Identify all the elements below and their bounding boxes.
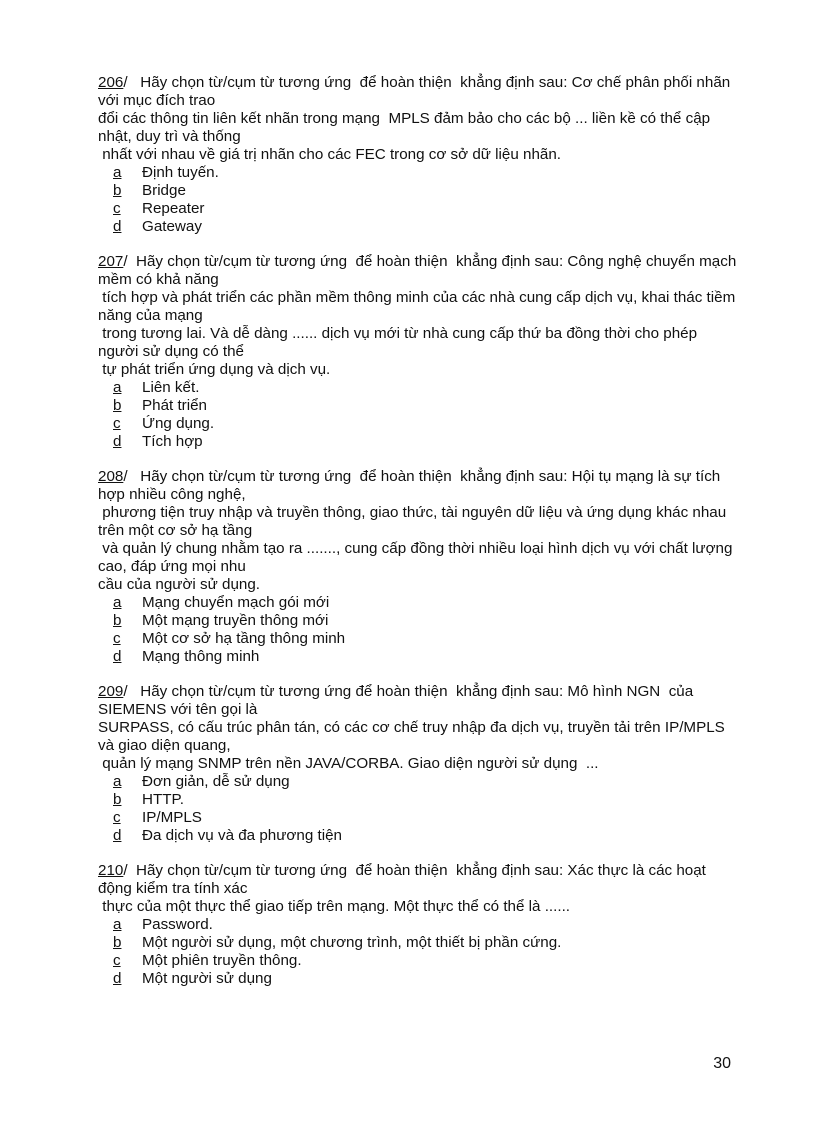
answer-option bbox=[98, 970, 738, 988]
option-letter: d bbox=[113, 433, 122, 450]
answer-options bbox=[98, 773, 738, 845]
question-stem bbox=[98, 74, 738, 164]
option-text: Đơn giản, dễ sử dụng bbox=[142, 773, 290, 790]
question-stem bbox=[98, 253, 741, 379]
option-letter: b bbox=[113, 182, 122, 199]
option-text: Liên kết. bbox=[142, 379, 200, 396]
answer-option bbox=[98, 648, 738, 666]
question-stem-line: thực của một thực thể giao tiếp trên mạng. Một thực thể có thể là ...... bbox=[98, 898, 571, 915]
question-number: 208 bbox=[98, 468, 124, 485]
option-letter: b bbox=[113, 934, 122, 951]
option-letter: d bbox=[113, 648, 122, 665]
question-text: / Hãy chọn từ/cụm từ tương ứng để hoàn thiện khẳng định sau: Công nghệ chuyển mạch mềm có khả năng bbox=[98, 253, 741, 288]
option-letter: d bbox=[113, 827, 122, 844]
answer-options bbox=[98, 379, 738, 451]
answer-options bbox=[98, 594, 738, 666]
answer-option bbox=[98, 630, 738, 648]
option-letter: c bbox=[113, 809, 121, 826]
answer-option bbox=[98, 397, 738, 415]
option-letter: d bbox=[113, 970, 122, 987]
option-letter: c bbox=[113, 952, 121, 969]
option-text: Repeater bbox=[142, 200, 205, 217]
option-text: Phát triển bbox=[142, 397, 208, 414]
answer-option bbox=[98, 773, 738, 791]
option-text: Định tuyến. bbox=[142, 164, 219, 181]
option-text: Một mạng truyền thông mới bbox=[142, 612, 329, 629]
answer-option bbox=[98, 218, 738, 236]
answer-option bbox=[98, 164, 738, 182]
answer-option bbox=[98, 379, 738, 397]
answer-option bbox=[98, 433, 738, 451]
option-letter: b bbox=[113, 612, 122, 629]
question-stem-line: nhất với nhau về giá trị nhãn cho các FEC trong cơ sở dữ liệu nhãn. bbox=[98, 146, 562, 163]
question-number: 209 bbox=[98, 683, 124, 700]
question-block bbox=[98, 253, 741, 451]
question-block bbox=[98, 862, 738, 988]
question-text: / Hãy chọn từ/cụm từ tương ứng để hoàn thiện khẳng định sau: Hội tụ mạng là sự tích hợp nhiều công nghệ, bbox=[98, 468, 725, 503]
option-text: Một cơ sở hạ tầng thông minh bbox=[142, 630, 346, 647]
question-stem-line bbox=[98, 74, 738, 110]
question-block bbox=[98, 683, 738, 845]
option-letter: a bbox=[113, 164, 122, 181]
question-list bbox=[98, 74, 741, 1005]
option-text: Bridge bbox=[142, 182, 186, 199]
question-stem bbox=[98, 468, 738, 594]
question-stem-line: đổi các thông tin liên kết nhãn trong mạng MPLS đảm bảo cho các bộ ... liền kề có thể cập nhật, duy trì và thống bbox=[98, 110, 715, 145]
question-stem-line: quản lý mạng SNMP trên nền JAVA/CORBA. Giao diện người sử dụng ... bbox=[98, 755, 599, 772]
question-text: / Hãy chọn từ/cụm từ tương ứng để hoàn thiện khẳng định sau: Mô hình NGN của SIEMENS với tên gọi là bbox=[98, 683, 698, 718]
option-letter: a bbox=[113, 379, 122, 396]
option-text: Ứng dụng. bbox=[142, 415, 215, 432]
question-stem-line: phương tiện truy nhập và truyền thông, giao thức, tài nguyên dữ liệu và ứng dụng khác nhau trên một cơ sở hạ tầng bbox=[98, 504, 731, 539]
answer-option bbox=[98, 952, 738, 970]
page-number: 30 bbox=[713, 1055, 731, 1072]
answer-option bbox=[98, 809, 738, 827]
option-text: Mạng chuyển mạch gói mới bbox=[142, 594, 330, 611]
option-letter: a bbox=[113, 594, 122, 611]
question-block bbox=[98, 468, 738, 666]
option-text: Tích hợp bbox=[142, 433, 203, 450]
option-letter: c bbox=[113, 415, 121, 432]
answer-options bbox=[98, 164, 738, 236]
question-stem-line: và quản lý chung nhằm tạo ra ......., cung cấp đồng thời nhiều loại hình dịch vụ với chất lượng cao, đáp ứng mọi nhu bbox=[98, 540, 737, 575]
option-text: IP/MPLS bbox=[142, 809, 202, 826]
answer-option bbox=[98, 916, 738, 934]
option-letter: b bbox=[113, 397, 122, 414]
question-stem-line: SURPASS, có cấu trúc phân tán, có các cơ chế truy nhập đa dịch vụ, truyền tải trên IP/MPLS và giao diện quang, bbox=[98, 719, 730, 754]
option-letter: a bbox=[113, 773, 122, 790]
question-block bbox=[98, 74, 738, 236]
answer-option bbox=[98, 415, 738, 433]
question-number: 206 bbox=[98, 74, 124, 91]
answer-options bbox=[98, 916, 738, 988]
option-letter: d bbox=[113, 218, 122, 235]
option-text: Mạng thông minh bbox=[142, 648, 260, 665]
answer-option bbox=[98, 934, 738, 952]
option-text: Password. bbox=[142, 916, 213, 933]
option-text: HTTP. bbox=[142, 791, 184, 808]
question-stem-line bbox=[98, 468, 738, 504]
option-letter: b bbox=[113, 791, 122, 808]
answer-option bbox=[98, 612, 738, 630]
option-text: Một người sử dụng bbox=[142, 970, 272, 987]
question-text: / Hãy chọn từ/cụm từ tương ứng để hoàn thiện khẳng định sau: Xác thực là các hoạt động kiểm tra tính xác bbox=[98, 862, 711, 897]
answer-option bbox=[98, 791, 738, 809]
question-stem-line bbox=[98, 683, 738, 719]
option-letter: c bbox=[113, 200, 121, 217]
question-number: 210 bbox=[98, 862, 124, 879]
option-text: Đa dịch vụ và đa phương tiện bbox=[142, 827, 342, 844]
question-stem bbox=[98, 683, 738, 773]
question-stem-line: tích hợp và phát triển các phần mềm thông minh của các nhà cung cấp dịch vụ, khai thác tiềm năng của mạng bbox=[98, 289, 740, 324]
question-stem-line bbox=[98, 862, 738, 898]
question-stem-line: trong tương lai. Và dễ dàng ...... dịch vụ mới từ nhà cung cấp thứ ba đồng thời cho phép người sử dụng có thể bbox=[98, 325, 702, 360]
option-text: Một phiên truyền thông. bbox=[142, 952, 302, 969]
answer-option bbox=[98, 200, 738, 218]
option-text: Gateway bbox=[142, 218, 202, 235]
answer-option bbox=[98, 827, 738, 845]
answer-option bbox=[98, 594, 738, 612]
question-stem-line: cầu của người sử dụng. bbox=[98, 576, 261, 593]
option-text: Một người sử dụng, một chương trình, một thiết bị phần cứng. bbox=[142, 934, 562, 951]
question-stem bbox=[98, 862, 738, 916]
option-letter: a bbox=[113, 916, 122, 933]
option-letter: c bbox=[113, 630, 121, 647]
question-stem-line bbox=[98, 253, 741, 289]
answer-option bbox=[98, 182, 738, 200]
question-stem-line: tự phát triển ứng dụng và dịch vụ. bbox=[98, 361, 331, 378]
question-number: 207 bbox=[98, 253, 124, 270]
question-text: / Hãy chọn từ/cụm từ tương ứng để hoàn thiện khẳng định sau: Cơ chế phân phối nhãn với mục đích trao bbox=[98, 74, 735, 109]
